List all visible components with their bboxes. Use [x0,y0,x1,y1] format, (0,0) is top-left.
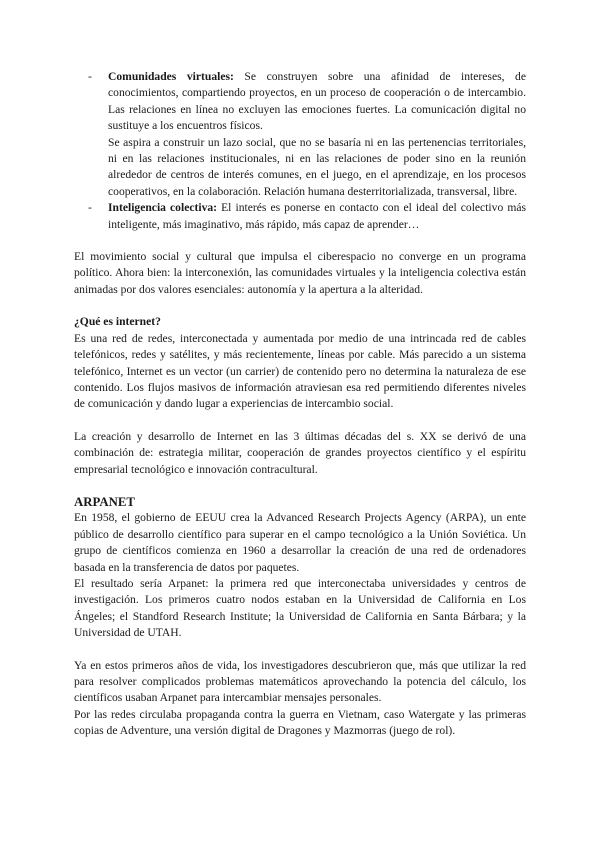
bullet-comunidades-virtuales [74,69,526,200]
bullet-paragraph [108,200,526,233]
bullet-term: Comunidades virtuales: [108,70,234,83]
arpanet-paragraph-2: El resultado sería Arpanet: la primera red que interconectaba universidades y centros de investigación. Los primeros cuatro nodos estaban en la Universidad de California en Los Ángeles; el Standford Research Institute; la Universidad de California en Santa Bárbara; y la Universidad de UTAH. [74,576,526,640]
internet-paragraph-1: Es una red de redes, interconectada y aumentada por medio de una intrincada red de cables telefónicos, redes y satélites, y más recientemente, líneas por cable. Más parecido a un sistema telefónico, Internet es un vector (un carrier) de contenido pero no determina la naturaleza de ese contenido. Los flujos masivos de información atraviesan esa red permitiendo diferentes niveles de comunicación y dando lugar a experiencias de intercambio social. [74,331,526,411]
section-heading-arpanet: ARPANET [74,494,135,509]
bullet-term: Inteligencia colectiva: [108,201,218,215]
intro-paragraph: El movimiento social y cultural que impulsa el ciberespacio no converge en un programa político. Ahora bien: la interconexión, las comunidades virtuales y la inteligencia colectiva están animadas por dos valores esenciales: autonomía y la apertura a la alteridad. [74,250,526,296]
bullet-list [74,69,526,233]
bullet-inteligencia-colectiva [74,200,526,233]
section-heading-internet: ¿Qué es internet? [74,315,161,329]
bullet-paragraph-continued: Se aspira a construir un lazo social, que no se basaría ni en las pertenencias territoriales, ni en las relaciones institucionales, ni en las relaciones de poder sino en la reunión alrededor de centros de interés comunes, en el juego, en el aprendizaje, en los procesos cooperativos, en la colaboración. Relación humana desterritorializada, transversal, libre. [108,135,526,198]
arpanet-paragraph-4: Por las redes circulaba propaganda contra la guerra en Vietnam, caso Watergate y las primeras copias de Adventure, una versión digital de Dragones y Mazmorras (juego de rol). [74,707,526,738]
bullet-text: El interés es ponerse en contacto con el ideal del colectivo más inteligente, más imaginativo, más rápido, más capaz de aprender… [108,201,526,231]
bullet-text: Se construyen sobre una afinidad de intereses, de conocimientos, compartiendo proyectos, en un proceso de cooperación o de intercambio. Las relaciones en línea no excluyen las emociones fuertes. La comunicación digital no sustituye a los encuentros físicos. [108,70,527,133]
bullet-paragraph [108,69,526,135]
bullet-dash: - [88,70,92,83]
bullet-dash: - [88,201,92,215]
arpanet-paragraph-3: Ya en estos primeros años de vida, los investigadores descubrieron que, más que utilizar la red para resolver complicados problemas matemáticos aprovechando la potencia del cálculo, los científicos usaban Arpanet para intercambiar mensajes personales. [74,658,526,705]
arpanet-paragraph-1: En 1958, el gobierno de EEUU crea la Advanced Research Projects Agency (ARPA), un ente público de desarrollo científico para superar en el campo tecnológico a la Unión Soviética. Un grupo de científicos comienza en 1960 a desarrollar la creación de una red de ordenadores basada en la transferencia de datos por paquetes. [74,511,526,574]
internet-paragraph-2: La creación y desarrollo de Internet en las 3 últimas décadas del s. XX se derivó de una combinación de: estrategia militar, cooperación de grandes proyectos científico y el espíritu empresarial tecnológico e innovación contracultural. [74,429,526,476]
